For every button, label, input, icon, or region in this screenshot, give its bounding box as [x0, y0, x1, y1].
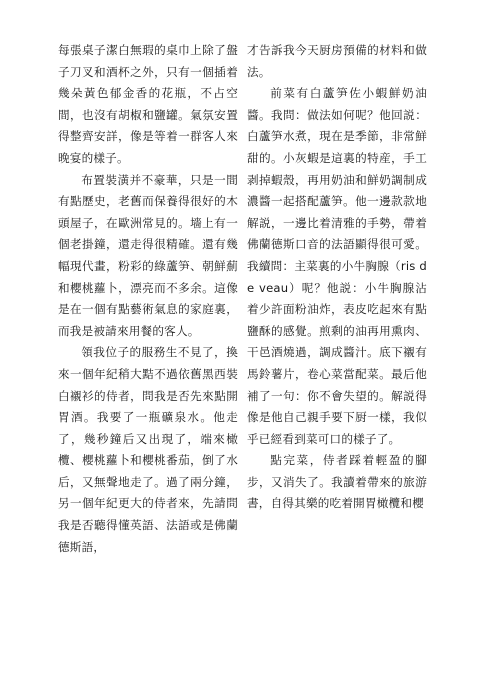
paragraph: 布置裝潢并不豪華，只是一間有點歷史，老舊而保養得很好的木頭屋子，在歐洲常見的。墻上有一個老掛鐘，還走得很精確。還有幾幅現代畫，粉彩的綠蘆笋、朝鮮薊和櫻桃蘿卜，漂亮而不多余。這像是在一個有點藝術氣息的家庭裏，而我是被請來用餐的客人。 [58, 172, 238, 338]
paragraph: 前菜有白蘆笋佐小蝦鮮奶油醬。我問：做法如何呢？他回説：白蘆笋水煮，現在是季節，非常鮮甜的。小灰蝦是這裏的特産，手工剥掉蝦殼，再用奶油和鮮奶調制成濃醬一起搭配蘆笋。他一邊款款地解説，一邊比着清雅的手勢，帶着佛蘭德斯口音的法語顯得很可愛。我續問：主菜裏的小牛胸腺（ris de veau）呢？他説：小牛胸腺沾着少許面粉油炸，表皮吃起來有點鹽酥的感覺。煎剩的油再用熏肉、干邑酒燒過，調成醬汁。底下襯有馬鈴薯片，卷心菜當配菜。最后他補了一句：你不會失望的。解説得像是他自己親手要下厨一樣，我似乎已經看到菜可口的樣子了。 [247, 86, 427, 446]
right-text-column [247, 40, 427, 515]
paragraph: 點完菜，侍者踩着輕盈的腳步，又消失了。我讀着帶來的旅游書，自得其樂的吃着開胃橄欖和櫻 [247, 453, 427, 511]
paragraph: 領我位子的服務生不見了，換來一個年紀稍大黠不過依舊黑西裝白襯衫的侍者，問我是否先來點開胃酒。我要了一瓶礦泉水。他走了，幾秒鐘后又出現了，端來橄欖、櫻桃蘿卜和櫻桃番茄，倒了水后，又無聲地走了。過了兩分鐘，另一個年紀更大的侍者來，先請問我是否聽得懂英語、法語或是佛蘭德斯語， [58, 345, 238, 554]
paragraph: 每張桌子潔白無瑕的桌巾上除了盤子刀叉和酒杯之外，只有一個插着幾朵黃色郁金香的花瓶，不占空間，也沒有胡椒和鹽罐。氣氛安置得整齊安詳，像是等着一群客人來晚宴的樣子。 [58, 43, 238, 165]
paragraph: 才告訴我今天厨房預備的材料和做法。 [247, 43, 427, 79]
left-text-column [58, 40, 238, 558]
